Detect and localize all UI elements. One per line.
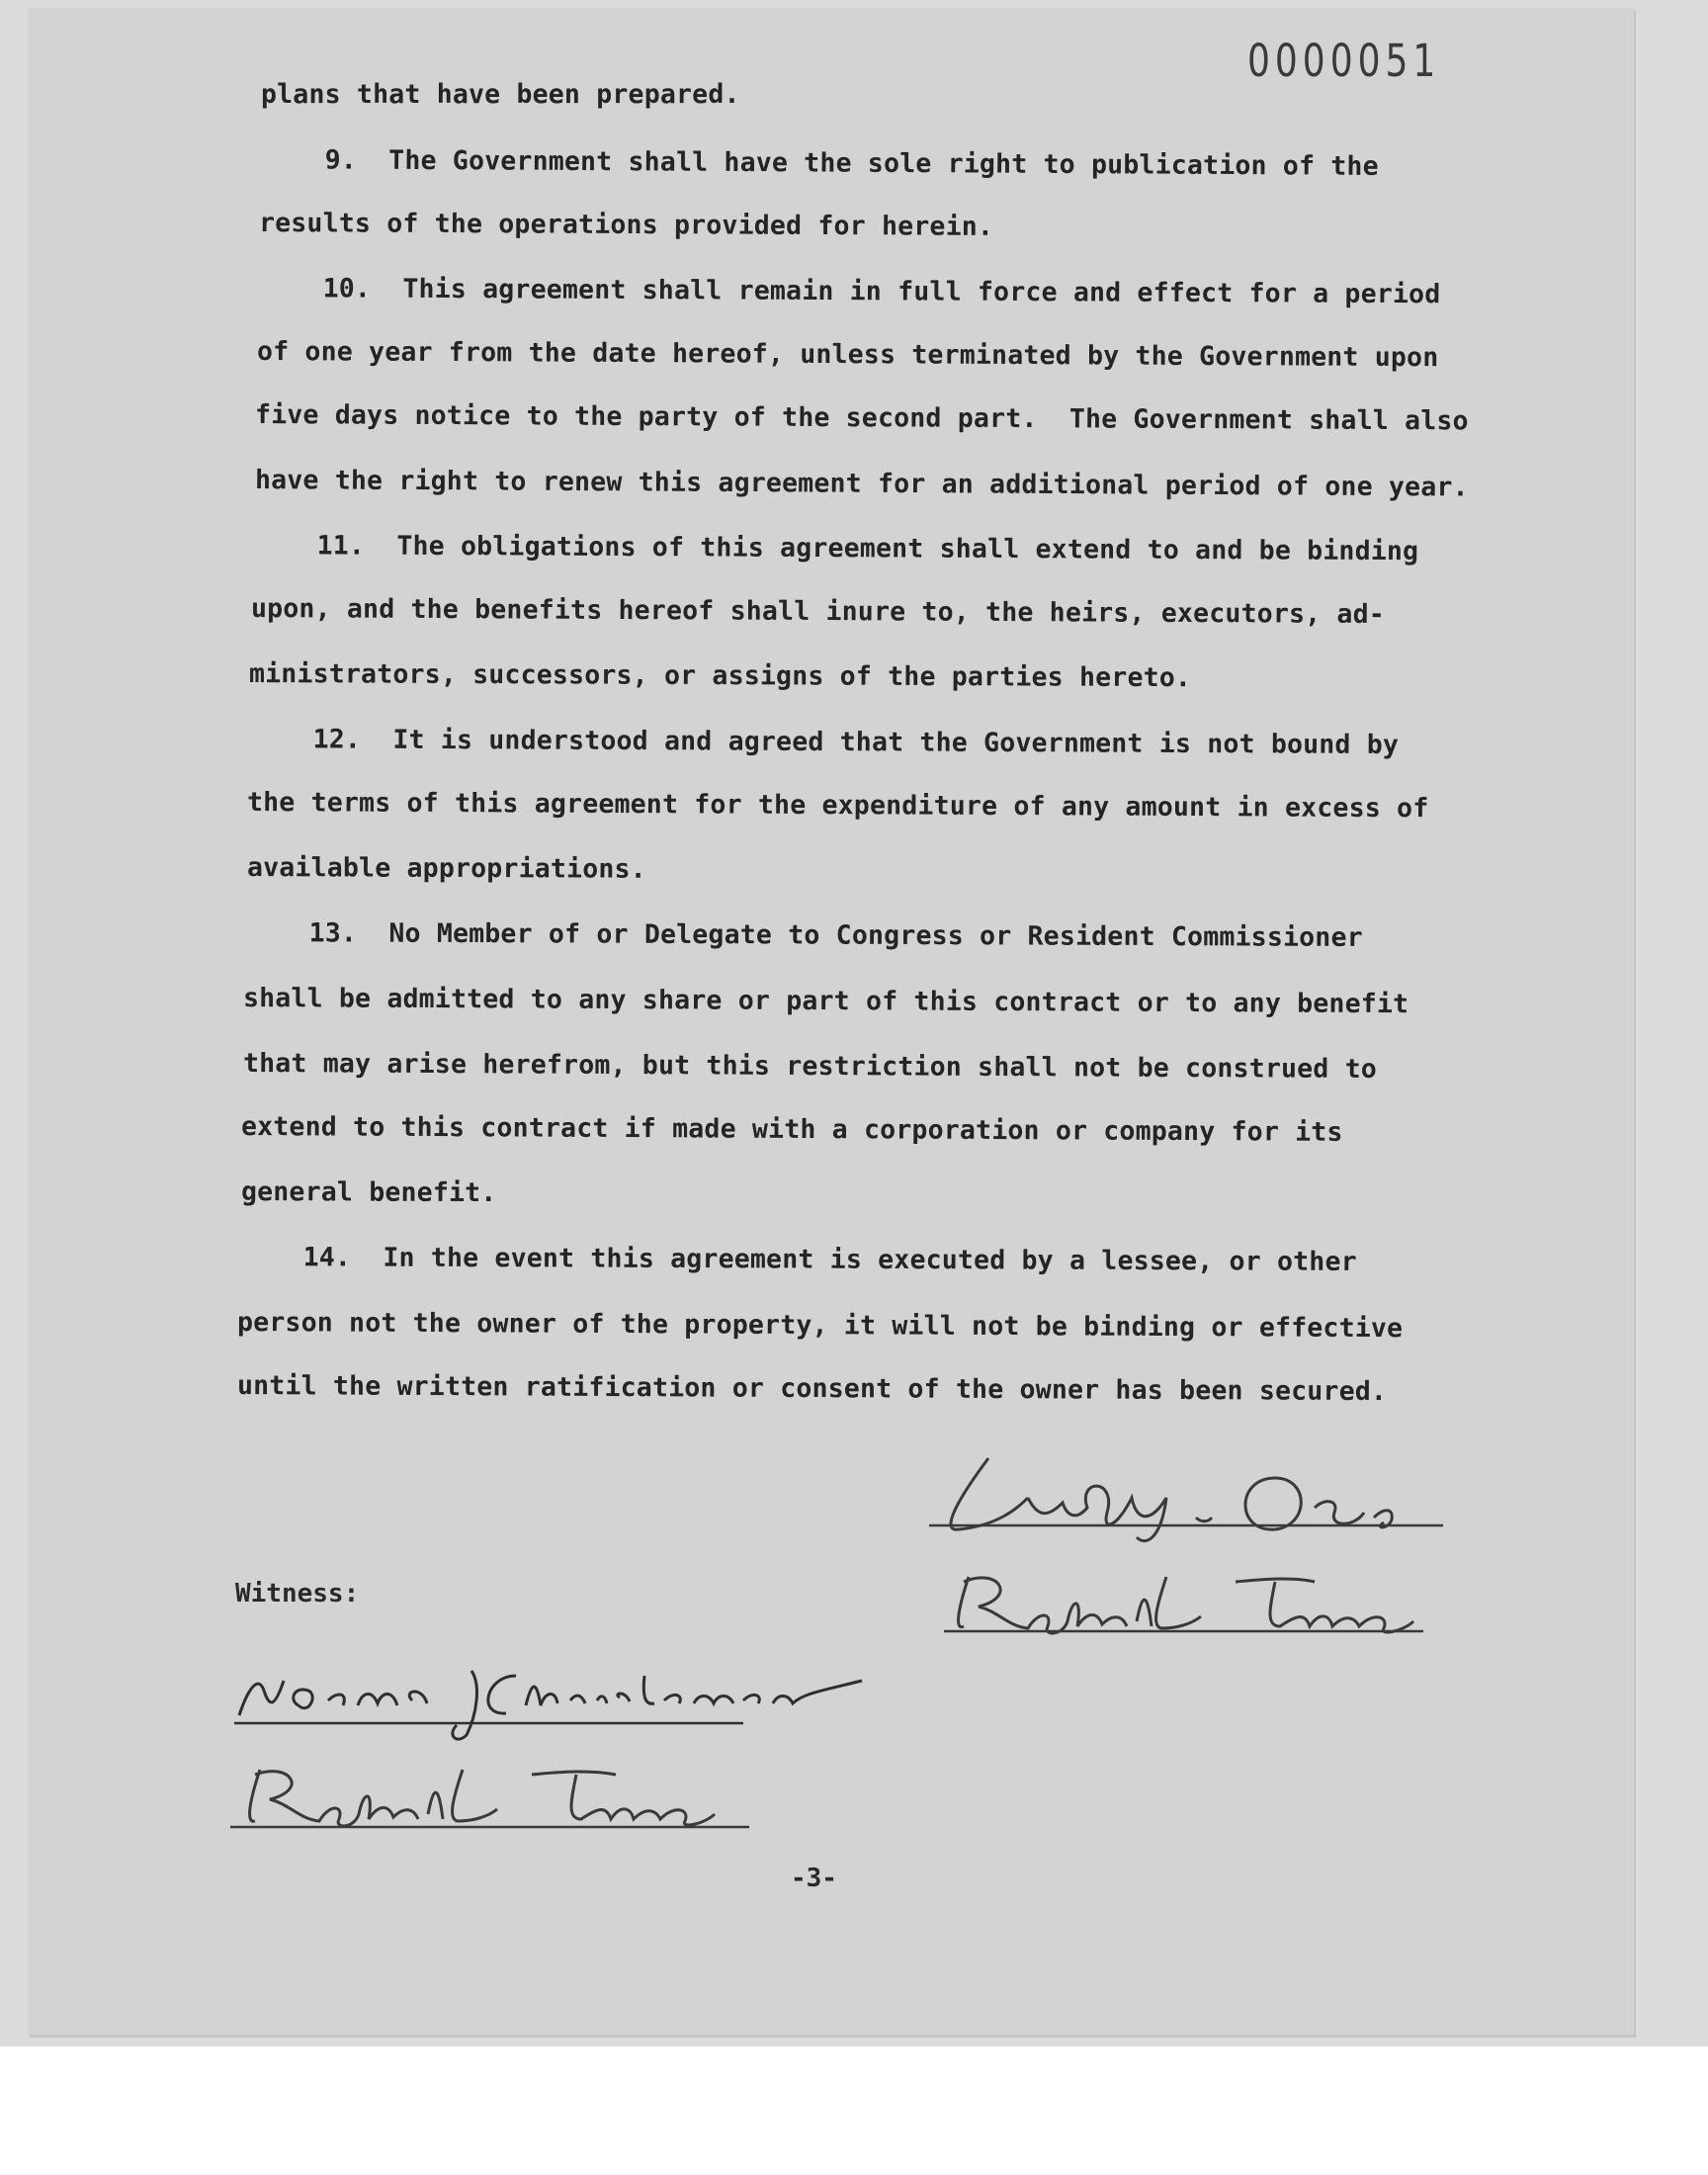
signature-party-2 bbox=[939, 1557, 1433, 1646]
signature-witness-1 bbox=[229, 1646, 901, 1745]
signature-witness-2-text bbox=[225, 1750, 759, 1844]
signature-party-1 bbox=[919, 1438, 1453, 1547]
body-text-line: of one year from the date hereof, unless terminated by the Government upon bbox=[256, 336, 1439, 374]
body-text-line: 14. In the event this agreement is executed by a lessee, or other bbox=[238, 1242, 1357, 1277]
body-text-line: 9. The Government shall have the sole right to publication of the bbox=[260, 144, 1379, 182]
body-text-line: results of the operations provided for herein. bbox=[258, 208, 994, 242]
bottom-margin bbox=[0, 2046, 1708, 2175]
body-text-line: have the right to renew this agreement for an additional period of one year. bbox=[254, 465, 1469, 503]
signature-party-2-text bbox=[939, 1557, 1433, 1646]
witness-label: Witness: bbox=[235, 1579, 360, 1609]
body-text-line: person not the owner of the property, it will not be binding or effective bbox=[236, 1307, 1404, 1345]
body-text-line: upon, and the benefits hereof shall inure to, the heirs, executors, ad- bbox=[250, 593, 1386, 631]
document-id-number: 0000051 bbox=[1247, 36, 1441, 88]
body-text-line: 10. This agreement shall remain in full force and effect for a period bbox=[258, 273, 1441, 310]
body-text-line: 13. No Member of or Delegate to Congress or Resident Commissioner bbox=[244, 917, 1363, 953]
page-number: -3- bbox=[791, 1864, 837, 1893]
body-text-line: available appropriations. bbox=[246, 852, 646, 885]
signature-party-1-text bbox=[919, 1438, 1453, 1547]
signature-witness-1-text bbox=[229, 1646, 901, 1745]
body-text-line: 11. The obligations of this agreement shall extend to and be binding bbox=[252, 530, 1419, 567]
body-text-line: general benefit. bbox=[240, 1176, 497, 1209]
body-text-line: five days notice to the party of the second part. The Government shall also bbox=[254, 399, 1469, 437]
body-text-line: extend to this contract if made with a corporation or company for its bbox=[240, 1111, 1343, 1148]
body-text-line: the terms of this agreement for the expenditure of any amount in excess of bbox=[246, 787, 1429, 825]
body-text-line: ministrators, successors, or assigns of the parties hereto. bbox=[248, 658, 1192, 694]
body-text-line: until the written ratification or consent of the owner has been secured. bbox=[236, 1370, 1388, 1408]
body-text-line: shall be admitted to any share or part of this contract or to any benefit bbox=[242, 983, 1409, 1020]
body-text-line: plans that have been prepared. bbox=[261, 79, 740, 110]
body-text-line: that may arise herefrom, but this restriction shall not be construed to bbox=[242, 1048, 1378, 1086]
signature-witness-2 bbox=[225, 1750, 759, 1844]
body-text-line: 12. It is understood and agreed that the Government is not bound by bbox=[248, 724, 1400, 761]
